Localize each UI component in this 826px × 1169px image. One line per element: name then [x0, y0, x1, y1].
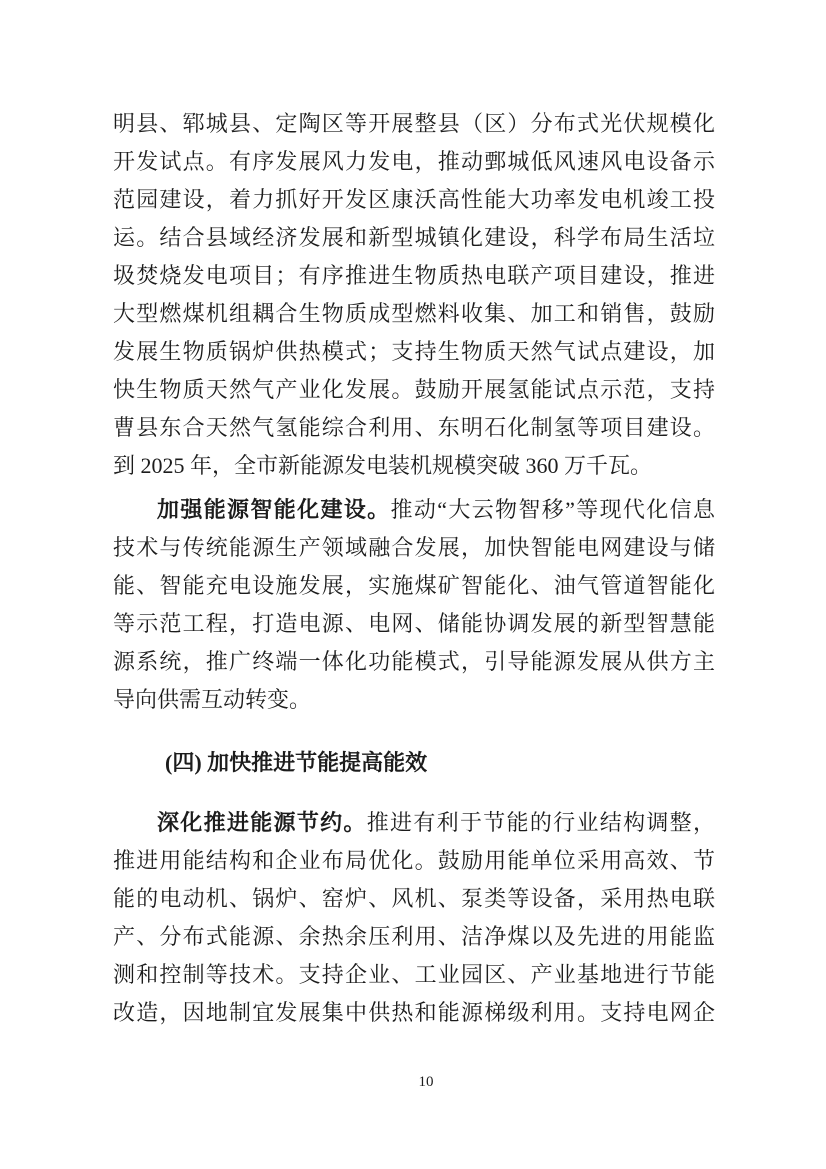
text-line: 测和控制等技术。支持企业、工业园区、产业基地进行节能 [113, 962, 715, 987]
text-line: 曹县东合天然气氢能综合利用、东明石化制氢等项目建设。 [113, 415, 715, 440]
text-line: 圾焚烧发电项目；有序推进生物质热电联产项目建设，推进 [113, 263, 715, 288]
text-line: 运。结合县域经济发展和新型城镇化建设，科学布局生活垃 [113, 225, 715, 250]
text-line: 产、分布式能源、余热余压利用、洁净煤以及先进的用能监 [113, 924, 715, 949]
paragraph-energy-intelligence [113, 491, 715, 719]
page-footer [0, 1073, 826, 1091]
text-line: 到 2025 年，全市新能源发电装机规模突破 360 万千瓦。 [113, 453, 653, 478]
bold-lead-text: 深化推进能源节约。 [157, 810, 367, 835]
text-run: 推进有利于节能的行业结构调整， [366, 810, 715, 835]
text-line [113, 491, 715, 529]
text-line: 发展生物质锅炉供热模式；支持生物质天然气试点建设，加 [113, 339, 715, 364]
bold-lead-text: 加强能源智能化建设。 [157, 497, 391, 522]
text-run: 推动“大云物智移”等现代化信息 [390, 497, 715, 522]
page-number: 10 [418, 1074, 434, 1090]
text-line [113, 804, 715, 842]
text-line: 开发试点。有序发展风力发电，推动鄄城低风速风电设备示 [113, 149, 715, 174]
text-line: 导向供需互动转变。 [113, 687, 312, 712]
section-heading-4: (四) 加快推进节能提高能效 [165, 750, 428, 775]
text-line: 源系统，推广终端一体化功能模式，引导能源发展从供方主 [113, 649, 715, 674]
text-line: 改造，因地制宜发展集中供热和能源梯级利用。支持电网企 [113, 1000, 715, 1025]
text-line: 技术与传统能源生产领域融合发展，加快智能电网建设与储 [113, 535, 715, 560]
paragraph-renewables-development [113, 105, 715, 485]
text-line: 明县、郓城县、定陶区等开展整县（区）分布式光伏规模化 [113, 111, 715, 136]
text-line: 快生物质天然气产业化发展。鼓励开展氢能试点示范，支持 [113, 377, 715, 402]
text-line: 推进用能结构和企业布局优化。鼓励用能单位采用高效、节 [113, 848, 715, 873]
text-line: 能的电动机、锅炉、窑炉、风机、泵类等设备，采用热电联 [113, 886, 715, 911]
text-line: 大型燃煤机组耦合生物质成型燃料收集、加工和销售，鼓励 [113, 301, 715, 326]
page-content [113, 105, 715, 1032]
text-line: 等示范工程，打造电源、电网、储能协调发展的新型智慧能 [113, 611, 715, 636]
text-line: 能、智能充电设施发展，实施煤矿智能化、油气管道智能化 [113, 573, 715, 598]
paragraph-energy-conservation [113, 804, 715, 1032]
text-line: 范园建设，着力抓好开发区康沃高性能大功率发电机竣工投 [113, 187, 715, 212]
